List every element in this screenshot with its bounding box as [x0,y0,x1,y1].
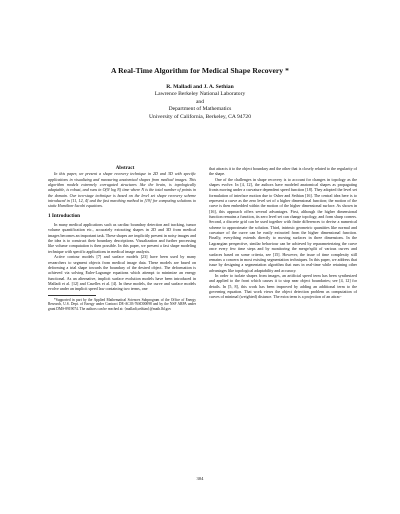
page-number: 304 [196,476,204,481]
paper-title: A Real-Time Algorithm for Medical Shape Recovery * [111,66,289,75]
intro-paragraph-1: In many medical applications such as cardiac boundary detection and tracking, tumor volume quantification etc., accurately extracting shapes in 2D and 3D from medical images becomes an important task. These shapes are implicitly present in noisy images and the idea is to construct their boundary descriptions. Visualization and further processing like volume computation is then possible. In this paper, we present a fast shape modeling technique with specific applications in medical image analysis. [48,222,196,254]
footnote-rule [48,295,96,296]
author-names: R. Malladi and J. A. Sethian [166,84,234,90]
abstract-heading: Abstract [115,166,135,171]
left-column [48,166,196,311]
section-heading: 1 Introduction [48,212,81,219]
affiliation-line-3: Department of Mathematics [168,106,232,113]
right-paragraph-3: In order to isolate shapes from images, an artificial speed term has been synthesized and applied to the front which causes it to stop near object boundaries; see [4, 12] for details. In [5, 8], this work has been improved by adding an additional term to the governing equation. That work views the object detection problem as computation of curves of minimal (weighted) distance. The extra term is a projection of an attrac- [209,272,357,300]
right-paragraph-2: One of the challenges in shape recovery is to account for changes in topology as the shapes evolve. In [4, 12], the authors have modeled anatomical shapes as propagating fronts moving under a curvature dependent speed function [18]. They adopted the level set formulation of interface motion due to Osher and Sethian [16]. The central idea here is to represent a curve as the zero level set of a higher dimensional function; the motion of the curve is then embedded within the motion of the higher dimensional surface. As shown in [16], this approach offers several advantages. First, although the higher dimensional function remains a function, its zero level set can change topology, and form sharp corners. Second, a discrete grid can be used together with finite differences to devise a numerical scheme to approximate the solution. Third, intrinsic geometric quantities like normal and curvature of the curve can be easily extracted from the higher dimensional function. Finally, everything extends directly to moving surfaces in three dimensions. In the Lagrangian perspective, similar behaviour can be achieved by reparameterizing the curve once every few time steps and by monitoring the merge/split of various curves and surfaces based on some criteria, see [15]. However, the issue of time complexity still remains a concern in most existing segmentation techniques. In this paper, we address that issue by designing a segmentation algorithm that runs in real-time while retaining other advantages like topological adaptability and accuracy. [209,176,357,273]
affiliation-line-1: Lawrence Berkeley National Laboratory [154,91,246,98]
footnote: *Supported in part by the Applied Mathematical Sciences Subprogram of the Office of Energy Research, U.S. Dept. of Energy under Contract DE-AC03-76SD00098 and by the NSF ARPA under grant DMS-8919074. The authors can be reached at: {malladi,sethian}@math.lbl.gov [48,297,196,311]
author-block [0,84,400,121]
affiliation-line-2: and [195,98,205,105]
intro-paragraph-2: Active contour models [7] and surface models [23] have been used by many researchers to segment objects from medical image data. These models are based on deforming a trial shape towards the boundary of the desired object. The deformation is achieved via solving Euler-Lagrange equations which attempt to minimize an energy functional. As an alternative, implicit surface evolution models have been introduced in Malladi et al. [12] and Caselles et al. [4]. In these models, the curve and surface models evolve under an implicit speed law containing two terms, one [48,254,196,292]
affiliation-line-4: University of California, Berkeley, CA 94720 [148,113,251,120]
right-column [209,166,357,300]
abstract-text: In this paper, we present a shape recovery technique in 2D and 3D with specific applications in visualizing and measuring anatomical shapes from medical images. This algorithm models extremely corrugated structures like the brain, is topologically adaptable, is robust, and runs in O(N log N) time where N is the total number of points in the domain. Our two-stage technique is based on the level set shape recovery scheme introduced in [11, 12, 4] and the fast marching method in [19] for computing solutions to static Hamilton-Jacobi equations. [48,171,196,209]
right-paragraph-1: that attracts it to the object boundary and the other that is closely related to the regularity of the shape. [209,166,357,177]
